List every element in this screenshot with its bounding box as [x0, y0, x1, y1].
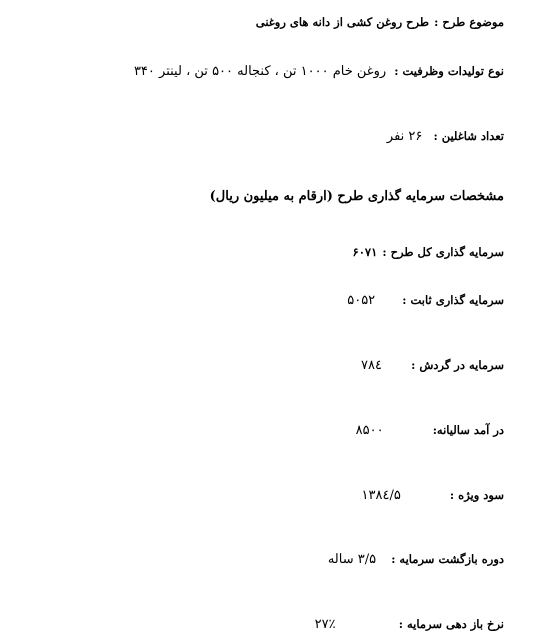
subject-line — [256, 11, 504, 30]
employees-line — [387, 125, 504, 144]
working-capital-value: ۷۸٤ — [361, 358, 382, 373]
production-value: روغن خام ۱۰۰۰ تن ، کنجاله ۵۰۰ تن ، لینتر ۳۴۰ — [133, 64, 387, 79]
subject-value: طرح روغن کشی از دانه های روغنی — [255, 15, 430, 29]
working-capital-line — [361, 354, 504, 373]
fixed-investment-label: سرمایه گذاری ثابت : — [402, 293, 504, 307]
investment-heading: مشخصات سرمایه گذاری طرح (ارقام به میلیون ریال) — [209, 189, 504, 204]
net-profit-value: ۱۳۸٤/۵ — [361, 488, 401, 503]
fixed-investment-value: ۵۰۵۲ — [347, 293, 376, 308]
production-line — [134, 60, 504, 79]
fixed-investment-line — [347, 289, 504, 308]
return-rate-line — [315, 613, 504, 632]
production-label: نوع تولیدات وظرفیت : — [394, 64, 504, 78]
annual-income-line — [356, 419, 504, 438]
total-investment-line — [353, 241, 504, 260]
employees-label: تعداد شاغلین : — [433, 129, 504, 143]
subject-label: موضوع طرح : — [434, 15, 504, 29]
return-rate-value: ٪۲۷ — [314, 617, 336, 632]
employees-value: ۲۶ نفر — [386, 129, 423, 144]
annual-income-label: در آمد سالیانه: — [432, 423, 504, 437]
payback-period-label: دوره بازگشت سرمایه : — [391, 552, 504, 566]
net-profit-line — [362, 484, 504, 503]
payback-period-line — [328, 548, 504, 567]
working-capital-label: سرمایه در گردش : — [411, 358, 504, 372]
total-investment-value: ۶۰۷۱ — [352, 245, 378, 259]
annual-income-value: ۸۵۰۰ — [355, 423, 384, 438]
payback-period-value: ۳/۵ ساله — [327, 552, 377, 567]
return-rate-label: نرخ باز دهی سرمایه : — [398, 617, 504, 631]
total-investment-label: سرمایه گذاری کل طرح : — [382, 245, 504, 259]
net-profit-label: سود ویژه : — [449, 488, 504, 502]
